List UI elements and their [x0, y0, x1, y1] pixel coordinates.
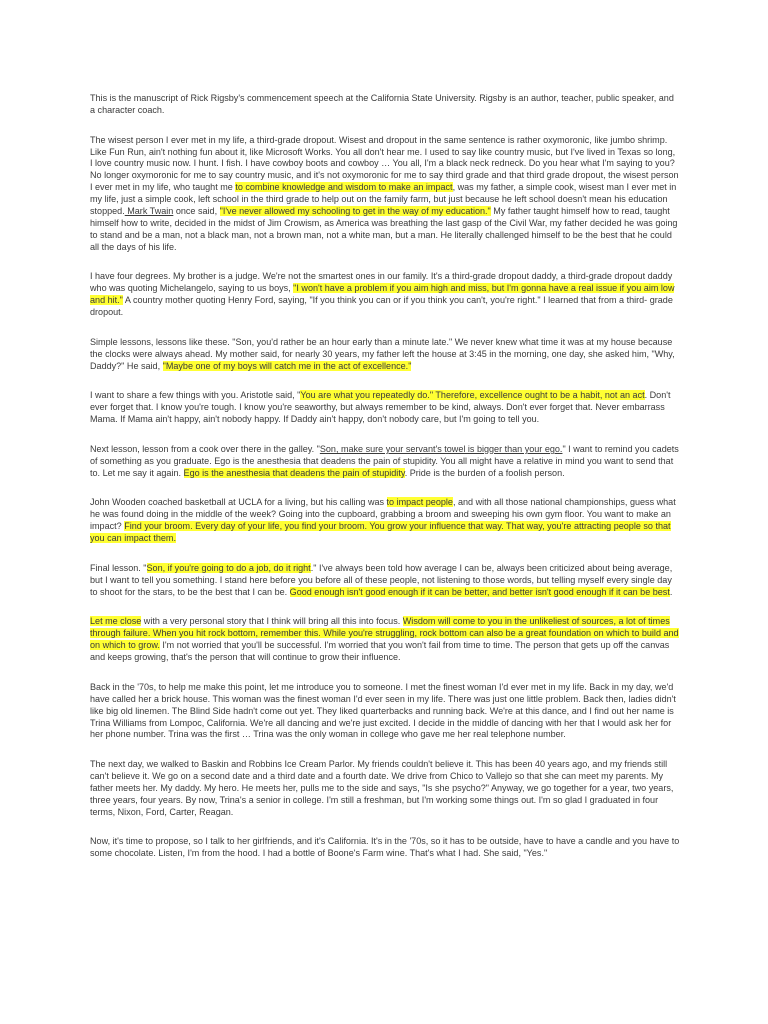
text-run: . Pride is the burden of a foolish person. — [404, 467, 565, 478]
highlighted-text: Good enough isn't good enough if it can be better, and better isn't good enough if it can be best — [289, 586, 670, 597]
highlighted-text: Find your broom. Every day of your life, you find your broom. You grow your influence that way. That way, you're attracting people so that you can impact them. — [90, 521, 671, 544]
highlighted-text: "Maybe one of my boys will catch me in the act of excellence." — [162, 360, 412, 371]
highlighted-text: Wisdom will come to you in the unlikeliest of sources, a lot of times through failure. When you hit rock bottom, remember this. While you're struggling, rock bottom can also be a great foundation on which to build and on which to grow. — [90, 616, 679, 651]
text-run: with a very personal story that I think will bring all this into focus. — [141, 616, 403, 627]
text-run: Simple lessons, lessons like these. "Son, you'd rather be an hour early than a minute late." We never knew what time it was at my house because the clocks were always ahead. My mother said, for nearly 30 years, my father left the house at 3:45 in the morning, one day, she asked him, "Why, Daddy?" He said, — [90, 336, 675, 371]
text-run: I want to share a few things with you. Aristotle said, " — [90, 390, 301, 401]
paragraph — [90, 682, 680, 742]
paragraph — [90, 271, 680, 319]
text-run: , was my father, a simple cook, wisest man I ever met in my life, just a simple cook, left school in the third grade to help out on the family farm, but just because he left school doesn't mean his education stopped. — [90, 182, 677, 217]
text-run: The wisest person I ever met in my life, a third-grade dropout. Wisest and dropout in the same sentence is rather oxymoronic, like jumbo shrimp. Like Fun Run, ain't nothing fun about it, like Microsoft Works. You all don't hear me. I used to say like country music, but I've lived in Texas so long, I love country music now. I hunt. I fish. I have cowboy boots and cowboy … You all, I'm a black neck redneck. Do you hear what I'm saying to you? No longer oxymoronic for me to say country music, and it's not oxymoronic for me to say third grade and that third grade dropout, the wisest person I ever met in my life, who taught me — [90, 134, 679, 193]
text-run: Back in the '70s, to help me make this point, let me introduce you to someone. I met the finest woman I'd ever met in my life. Back in my day, we'd have called her a brick house. This woman was the finest woman I'd ever seen in my life. There was just one little problem. Back then, ladies didn't like big old linemen. The Blind Side hadn't come out yet. They liked quarterbacks and running back. We're at this dance, and I find out her name is Trina Williams from Lompoc, California. We're all dancing and we're just excited. I decide in the middle of dancing with her that I would ask her for her phone number. Trina was the first … Trina was the only woman in college who gave me her real telephone number. — [90, 681, 676, 740]
paragraph — [90, 93, 680, 117]
paragraph — [90, 337, 680, 373]
highlighted-text: Son, if you're going to do a job, do it right — [146, 562, 311, 573]
paragraph — [90, 135, 680, 254]
text-run: I'm not worried that you'll be successful. I'm worried that you won't fail from time to time. The person that gets up off the canvas and keeps growing, that's the person that will continue to grow their influence. — [90, 640, 670, 663]
paragraph — [90, 497, 680, 545]
text-run: A country mother quoting Henry Ford, saying, "If you think you can or if you think you can't, you're right." I learned that from a third- grade dropout. — [90, 295, 673, 318]
text-run: My father taught himself how to read, taught himself how to write, decided in the midst of Jim Crowism, as America was breathing the last gasp of the Civil War, my father decided he was going to stand and be a man, not a black man, not a brown man, not a white man, but a man. He literally challenged himself to be the best that he could all the days of his life. — [90, 206, 678, 252]
text-run: Next lesson, lesson from a cook over there in the galley. " — [90, 443, 320, 454]
document-page — [90, 93, 680, 878]
text-run: . — [669, 586, 673, 597]
paragraph — [90, 616, 680, 664]
highlighted-text: Let me close — [90, 616, 142, 627]
paragraph — [90, 836, 680, 860]
highlighted-text: to combine knowledge and wisdom to make an impact — [235, 182, 453, 193]
text-run: John Wooden coached basketball at UCLA for a living, but his calling was — [90, 497, 387, 508]
text-run: Now, it's time to propose, so I talk to her girlfriends, and it's California. It's in the '70s, so it has to be outside, have to have a candle and you have to some chocolate. Listen, I'm from the hood. I had a bottle of Boone's Farm wine. That's what I had. She said, "Yes." — [90, 836, 680, 859]
paragraph — [90, 444, 680, 480]
text-run: once said, — [173, 206, 220, 217]
text-run: , and with all those national championships, guess what he was found doing in the middle of the week? Going into the cupboard, grabbing a broom and sweeping his own gym floor. You want to make an impact? — [90, 497, 676, 532]
highlighted-text: "I've never allowed my schooling to get in the way of my education." — [219, 206, 491, 217]
text-run: I have four degrees. My brother is a judge. We're not the smartest ones in our family. It's a third-grade dropout daddy, a third-grade dropout daddy who was quoting Michelangelo, saying to us boys, — [90, 271, 673, 294]
highlighted-text: "I won't have a problem if you aim high and miss, but I'm gonna have a real issue if you aim low and hit." — [90, 283, 675, 306]
text-run: This is the manuscript of Rick Rigsby's commencement speech at the California State University. Rigsby is an author, teacher, public speaker, and a character coach. — [90, 93, 674, 115]
paragraph — [90, 563, 680, 599]
text-run: The next day, we walked to Baskin and Robbins Ice Cream Parlor. My friends couldn't believe it. This has been 40 years ago, and my friends still can't believe it. We go on a second date and a third date and a fourth date. We drive from Chico to Vallejo so that she can meet my parents. My father meets her. My daddy. My hero. He meets her, pulls me to the side and says, "Is she psycho?" Anyway, we go together for a year, two years, three years, four years. By now, Trina's a senior in college. I'm still a freshman, but I'm working some things out. I'm so glad I graduated in four terms, Nixon, Ford, Carter, Reagan. — [90, 759, 674, 817]
highlighted-text: Ego is the anesthesia that deadens the pain of stupidity — [183, 467, 405, 478]
text-run: . Don't ever forget that. I know you're tough. I know you're seaworthy, but always remember to be kind, always. Don't ever forget that. Never embarrass Mama. If Mama ain't happy, ain't nobody happy. If Daddy ain't happy, don't nobody care, but I'm going to tell you. — [90, 390, 671, 425]
text-run: ." I've always been told how average I can be, always been criticized about being average, but I want to tell you something. I stand here before you before all of these people, not listening to those words, but telling myself every single day to shoot for the stars, to be the best that I can be. — [90, 562, 673, 597]
paragraph — [90, 390, 680, 426]
text-run: Final lesson. " — [90, 562, 147, 573]
highlighted-text: You are what you repeatedly do." Therefore, excellence ought to be a habit, not an act — [300, 390, 645, 401]
underlined-text: Mark Twain — [124, 206, 174, 217]
paragraph — [90, 759, 680, 819]
text-run: " I want to remind you cadets of something as you graduate. Ego is the anesthesia that deadens the pain of stupidity. You all might have a relative in mind you want to send that to. Let me say it again. — [90, 443, 679, 478]
highlighted-text: to impact people — [386, 497, 453, 508]
underlined-text: Son, make sure your servant's towel is bigger than your ego. — [319, 443, 563, 454]
